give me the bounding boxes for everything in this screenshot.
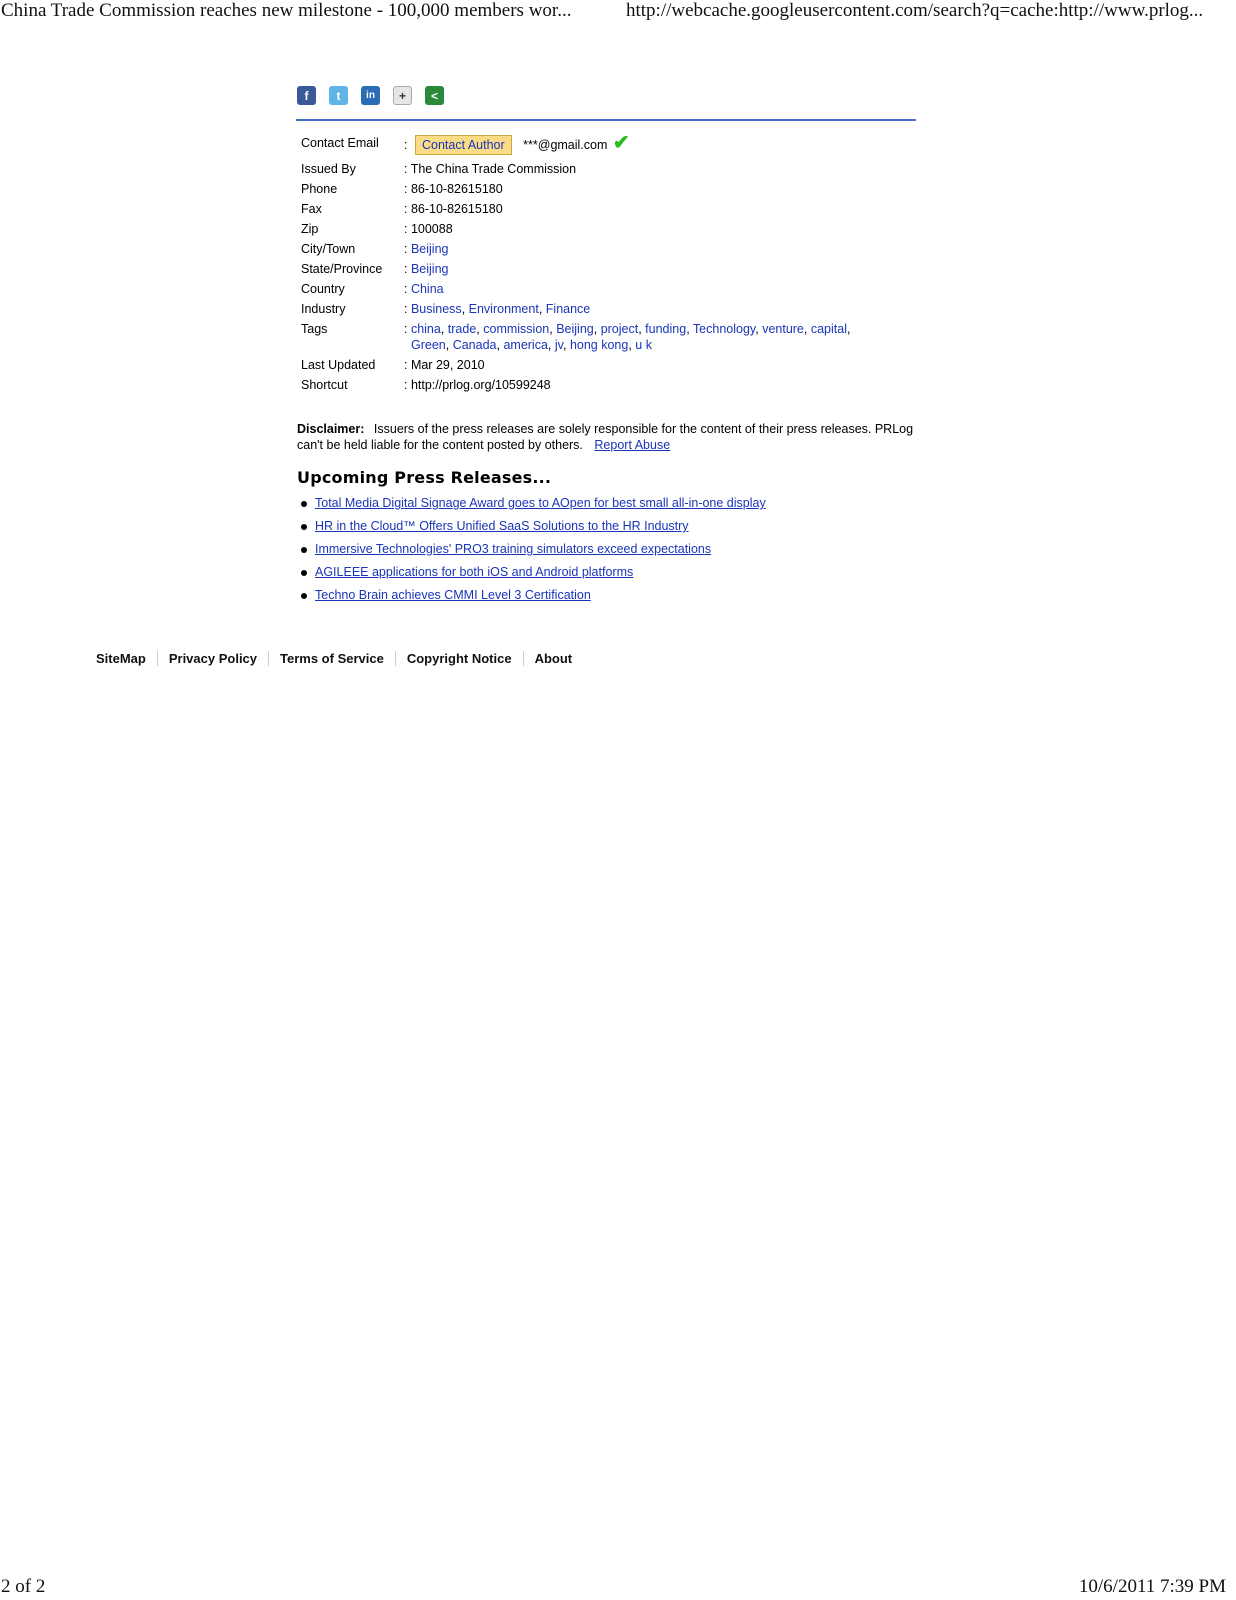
list-item xyxy=(296,565,766,588)
comma-separator: , xyxy=(846,322,851,336)
state-row xyxy=(297,261,881,281)
tag-link[interactable]: Beijing xyxy=(556,322,594,336)
country-label: Country xyxy=(301,282,345,296)
last-updated-label: Last Updated xyxy=(301,358,376,372)
state-label: State/Province xyxy=(301,262,383,276)
print-header xyxy=(0,0,1236,30)
disclaimer-text: Issuers of the press releases are solely responsible for the content of their press releases. PRLog can't be held liable for the content posted by others. xyxy=(297,422,914,452)
separator: : xyxy=(404,262,411,276)
contact-author-button[interactable]: Contact Author xyxy=(415,135,512,155)
list-item xyxy=(296,542,766,565)
list-item xyxy=(296,588,766,611)
tag-link[interactable]: trade xyxy=(447,322,477,336)
comma-separator: , xyxy=(496,338,504,352)
fax-value: : 86-10-82615180 xyxy=(404,202,503,216)
industry-link[interactable]: Business xyxy=(410,302,462,316)
list-item xyxy=(296,496,766,519)
share-icon[interactable]: < xyxy=(425,86,444,105)
tags-list xyxy=(411,322,851,352)
zip-row xyxy=(297,221,881,241)
comma-separator: , xyxy=(562,338,570,352)
phone-label: Phone xyxy=(301,182,338,196)
country-row xyxy=(297,281,881,301)
release-link[interactable]: Total Media Digital Signage Award goes to AOpen for best small all-in-one display xyxy=(315,496,766,510)
industry-row xyxy=(297,301,881,321)
footer-link-privacy-policy[interactable]: Privacy Policy xyxy=(157,651,268,666)
report-abuse-link[interactable]: Report Abuse xyxy=(594,438,671,452)
tags-label: Tags xyxy=(301,322,328,336)
bullet-icon xyxy=(301,593,307,599)
comma-separator: , xyxy=(593,322,601,336)
bullet-icon xyxy=(301,524,307,530)
release-details xyxy=(297,132,881,397)
comma-separator: , xyxy=(755,322,763,336)
comma-separator: , xyxy=(445,338,453,352)
divider xyxy=(296,119,916,121)
last-updated-row xyxy=(297,357,881,377)
disclaimer-label: Disclaimer: xyxy=(297,422,365,436)
tag-link[interactable]: Green xyxy=(411,338,446,352)
list-item xyxy=(296,519,766,542)
issued-by-value: : The China Trade Commission xyxy=(404,162,577,176)
city-row xyxy=(297,241,881,261)
phone-row xyxy=(297,181,881,201)
industry-label: Industry xyxy=(301,302,346,316)
tag-link[interactable]: jv xyxy=(554,338,563,352)
facebook-icon[interactable]: f xyxy=(297,86,316,105)
separator: : xyxy=(404,138,408,152)
tags-row xyxy=(297,321,881,357)
comma-separator: , xyxy=(538,302,546,316)
shortcut-value: : http://prlog.org/10599248 xyxy=(404,378,551,392)
shortcut-row xyxy=(297,377,881,397)
google-plus-icon[interactable]: + xyxy=(393,86,412,105)
tag-link[interactable]: u k xyxy=(635,338,652,352)
contact-email-label: Contact Email xyxy=(301,136,379,150)
comma-separator: , xyxy=(638,322,646,336)
tag-link[interactable]: Technology xyxy=(692,322,756,336)
industry-link[interactable]: Finance xyxy=(545,302,591,316)
phone-value: : 86-10-82615180 xyxy=(404,182,503,196)
disclaimer xyxy=(297,421,917,453)
comma-separator: , xyxy=(549,322,557,336)
upcoming-title: Upcoming Press Releases... xyxy=(297,468,552,487)
city-link[interactable]: Beijing xyxy=(410,242,449,256)
print-page-number: 2 of 2 xyxy=(1,1576,46,1597)
fax-label: Fax xyxy=(301,202,322,216)
contact-email-value: ***@gmail.com xyxy=(523,138,608,152)
comma-separator: , xyxy=(686,322,693,336)
print-footer xyxy=(0,1570,1236,1600)
tag-link[interactable]: america xyxy=(503,338,548,352)
zip-label: Zip xyxy=(301,222,319,236)
release-link[interactable]: Techno Brain achieves CMMI Level 3 Certification xyxy=(315,588,591,602)
fax-row xyxy=(297,201,881,221)
release-link[interactable]: Immersive Technologies' PRO3 training simulators exceed expectations xyxy=(315,542,712,556)
industry-list xyxy=(411,302,590,316)
shortcut-label: Shortcut xyxy=(301,378,348,392)
comma-separator: , xyxy=(803,322,811,336)
print-page-title: China Trade Commission reaches new milestone - 100,000 members wor... xyxy=(1,0,572,21)
release-link[interactable]: AGILEEE applications for both iOS and Android platforms xyxy=(315,565,634,579)
industry-link[interactable]: Environment xyxy=(468,302,539,316)
linkedin-icon[interactable]: in xyxy=(361,86,380,105)
twitter-icon[interactable]: t xyxy=(329,86,348,105)
separator: : xyxy=(404,322,411,336)
city-label: City/Town xyxy=(301,242,356,256)
footer-link-copyright-notice[interactable]: Copyright Notice xyxy=(395,651,523,666)
release-link[interactable]: HR in the Cloud™ Offers Unified SaaS Solutions to the HR Industry xyxy=(315,519,689,533)
tag-link[interactable]: Canada xyxy=(452,338,497,352)
bullet-icon xyxy=(301,570,307,576)
comma-separator: , xyxy=(476,322,484,336)
upcoming-list xyxy=(296,496,766,611)
tag-link[interactable]: commission xyxy=(483,322,550,336)
footer-link-terms-of-service[interactable]: Terms of Service xyxy=(268,651,395,666)
footer-link-about[interactable]: About xyxy=(523,651,584,666)
bullet-icon xyxy=(301,547,307,553)
tag-link[interactable]: funding xyxy=(645,322,687,336)
print-page-url: http://webcache.googleusercontent.com/search?q=cache:http://www.prlog... xyxy=(626,0,1204,21)
last-updated-value: : Mar 29, 2010 xyxy=(404,358,485,372)
comma-separator: , xyxy=(461,302,469,316)
comma-separator: , xyxy=(628,338,636,352)
footer-link-sitemap[interactable]: SiteMap xyxy=(96,651,146,666)
footer-nav xyxy=(96,651,583,666)
tag-link[interactable]: venture xyxy=(762,322,804,336)
tag-link[interactable]: project xyxy=(600,322,639,336)
comma-separator: , xyxy=(440,322,448,336)
separator: : xyxy=(404,302,411,316)
bullet-icon xyxy=(301,501,307,507)
separator: : xyxy=(404,282,411,296)
tag-link[interactable]: hong kong xyxy=(569,338,629,352)
issued-by-label: Issued By xyxy=(301,162,356,176)
issued-by-row xyxy=(297,161,881,181)
tag-link[interactable]: capital xyxy=(810,322,847,336)
tag-link[interactable]: china xyxy=(410,322,441,336)
state-link[interactable]: Beijing xyxy=(410,262,449,276)
zip-value: : 100088 xyxy=(404,222,453,236)
country-link[interactable]: China xyxy=(410,282,444,296)
verified-check-icon: ✔ xyxy=(612,132,630,154)
print-datetime: 10/6/2011 7:39 PM xyxy=(1078,1576,1226,1597)
share-bar xyxy=(297,86,444,105)
separator: : xyxy=(404,242,411,256)
contact-email-row xyxy=(297,135,881,161)
comma-separator: , xyxy=(547,338,555,352)
